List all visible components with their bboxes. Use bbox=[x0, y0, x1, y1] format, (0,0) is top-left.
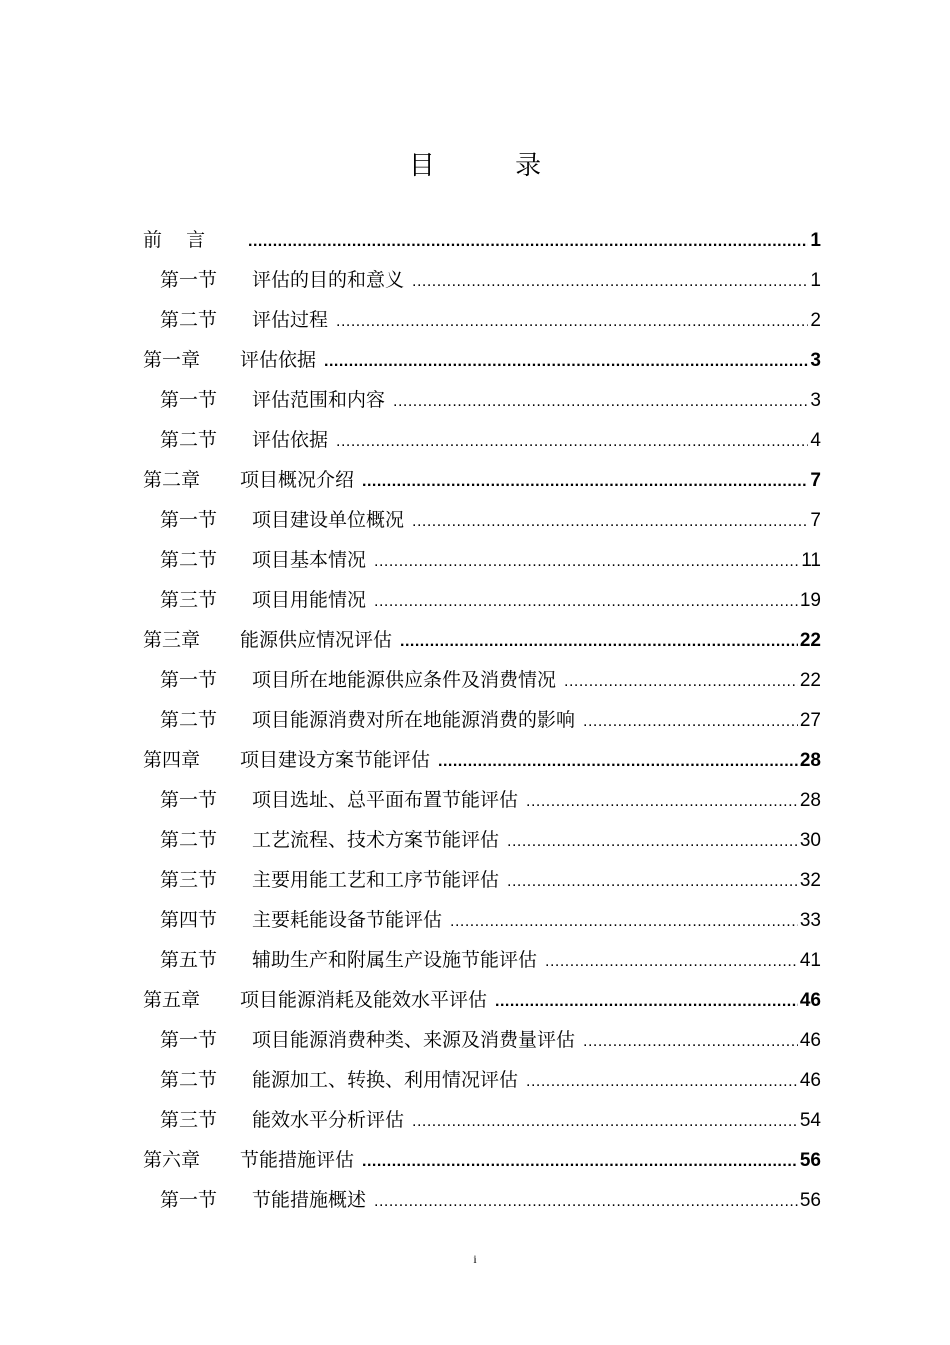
toc-dot-leader bbox=[412, 502, 808, 542]
toc-page-number: 1 bbox=[810, 230, 821, 251]
toc-page-number: 54 bbox=[799, 1110, 821, 1131]
toc-dot-leader bbox=[564, 662, 798, 702]
toc-section-row[interactable] bbox=[143, 260, 821, 300]
toc-section-row[interactable] bbox=[143, 1020, 821, 1060]
toc-entry-label: 第二节 bbox=[160, 309, 218, 331]
toc-dot-leader bbox=[412, 1102, 798, 1142]
toc-entry-label: 前 言 bbox=[143, 229, 206, 251]
toc-entry-label: 第一节 bbox=[160, 269, 218, 291]
toc-section-row[interactable] bbox=[143, 860, 821, 900]
toc-section-row[interactable] bbox=[143, 500, 821, 540]
toc-entry-title: 能源供应情况评估 bbox=[240, 629, 393, 651]
toc-dot-leader bbox=[248, 222, 808, 262]
toc-entry-label: 第二节 bbox=[160, 549, 218, 571]
toc-entry-title: 评估的目的和意义 bbox=[252, 269, 405, 291]
toc-entry-title: 项目基本情况 bbox=[252, 549, 367, 571]
toc-dot-leader bbox=[362, 1142, 798, 1182]
toc-page-number: 3 bbox=[810, 350, 821, 371]
toc-section-row[interactable] bbox=[143, 780, 821, 820]
toc-entry-label: 第二节 bbox=[160, 709, 218, 731]
toc-entry-title: 项目能源消费种类、来源及消费量评估 bbox=[252, 1029, 576, 1051]
toc-page-number: 28 bbox=[799, 750, 821, 771]
toc-page-number: 22 bbox=[799, 630, 821, 651]
toc-page-number: 41 bbox=[799, 950, 821, 971]
toc-entry-title: 工艺流程、技术方案节能评估 bbox=[252, 829, 500, 851]
toc-page-number: 19 bbox=[799, 590, 821, 611]
toc-dot-leader bbox=[336, 302, 808, 342]
toc-page-number: 11 bbox=[801, 550, 821, 571]
toc-section-row[interactable] bbox=[143, 900, 821, 940]
toc-entry-label: 第一节 bbox=[160, 789, 218, 811]
toc-chapter-row[interactable] bbox=[143, 220, 821, 260]
toc-entry-title: 项目选址、总平面布置节能评估 bbox=[252, 789, 519, 811]
toc-page-number: 2 bbox=[810, 310, 821, 331]
toc-page-number: 1 bbox=[810, 270, 821, 291]
toc-page-number: 56 bbox=[799, 1150, 821, 1171]
toc-entry-title: 评估依据 bbox=[240, 349, 317, 371]
toc-section-row[interactable] bbox=[143, 540, 821, 580]
toc-chapter-row[interactable] bbox=[143, 980, 821, 1020]
toc-section-row[interactable] bbox=[143, 420, 821, 460]
toc-dot-leader bbox=[507, 822, 798, 862]
toc-entry-label: 第三节 bbox=[160, 869, 218, 891]
toc-section-row[interactable] bbox=[143, 1060, 821, 1100]
toc-dot-leader bbox=[374, 582, 798, 622]
toc-entry-title: 项目用能情况 bbox=[252, 589, 367, 611]
toc-entry-label: 第一节 bbox=[160, 509, 218, 531]
toc-entry-label: 第五章 bbox=[143, 989, 201, 1011]
toc-dot-leader bbox=[362, 462, 808, 502]
toc-entry-label: 第六章 bbox=[143, 1149, 201, 1171]
toc-entry-title: 评估过程 bbox=[252, 309, 329, 331]
toc-entry-label: 第四节 bbox=[160, 909, 218, 931]
toc-section-row[interactable] bbox=[143, 660, 821, 700]
toc-page-number: 46 bbox=[799, 1030, 821, 1051]
toc-section-row[interactable] bbox=[143, 940, 821, 980]
toc-page-number: 22 bbox=[799, 670, 821, 691]
toc-entry-title: 评估范围和内容 bbox=[252, 389, 386, 411]
toc-page-number: 7 bbox=[810, 510, 821, 531]
table-of-contents bbox=[143, 220, 821, 1220]
page-number: i bbox=[473, 1252, 477, 1266]
toc-entry-label: 第三节 bbox=[160, 589, 218, 611]
toc-section-row[interactable] bbox=[143, 580, 821, 620]
toc-dot-leader bbox=[526, 1062, 798, 1102]
toc-dot-leader bbox=[393, 382, 808, 422]
toc-dot-leader bbox=[450, 902, 798, 942]
toc-section-row[interactable] bbox=[143, 820, 821, 860]
toc-dot-leader bbox=[374, 542, 799, 582]
page-title: 目 录 bbox=[408, 151, 578, 181]
toc-entry-label: 第二节 bbox=[160, 1069, 218, 1091]
toc-dot-leader bbox=[495, 982, 798, 1022]
toc-entry-label: 第一节 bbox=[160, 1029, 218, 1051]
toc-dot-leader bbox=[374, 1182, 798, 1222]
toc-chapter-row[interactable] bbox=[143, 340, 821, 380]
toc-section-row[interactable] bbox=[143, 700, 821, 740]
toc-dot-leader bbox=[324, 342, 808, 382]
toc-entry-title: 项目所在地能源供应条件及消费情况 bbox=[252, 669, 557, 691]
toc-page-number: 46 bbox=[799, 990, 821, 1011]
toc-page-number: 32 bbox=[799, 870, 821, 891]
toc-entry-label: 第一章 bbox=[143, 349, 201, 371]
toc-section-row[interactable] bbox=[143, 1100, 821, 1140]
toc-page-number: 3 bbox=[810, 390, 821, 411]
toc-page-number: 28 bbox=[799, 790, 821, 811]
toc-entry-title: 项目能源消耗及能效水平评估 bbox=[240, 989, 488, 1011]
toc-dot-leader bbox=[400, 622, 798, 662]
toc-page-number: 33 bbox=[799, 910, 821, 931]
toc-section-row[interactable] bbox=[143, 300, 821, 340]
toc-entry-label: 第二节 bbox=[160, 429, 218, 451]
toc-page-number: 46 bbox=[799, 1070, 821, 1091]
toc-entry-label: 第一节 bbox=[160, 389, 218, 411]
toc-page-number: 27 bbox=[799, 710, 821, 731]
toc-entry-title: 项目能源消费对所在地能源消费的影响 bbox=[252, 709, 576, 731]
toc-page-number: 7 bbox=[810, 470, 821, 491]
toc-entry-label: 第三节 bbox=[160, 1109, 218, 1131]
toc-entry-label: 第二节 bbox=[160, 829, 218, 851]
toc-entry-label: 第三章 bbox=[143, 629, 201, 651]
toc-entry-title: 项目建设单位概况 bbox=[252, 509, 405, 531]
toc-entry-title: 主要耗能设备节能评估 bbox=[252, 909, 443, 931]
toc-entry-label: 第一节 bbox=[160, 669, 218, 691]
toc-dot-leader bbox=[507, 862, 798, 902]
toc-dot-leader bbox=[412, 262, 808, 302]
toc-entry-label: 第二章 bbox=[143, 469, 201, 491]
toc-entry-title: 能效水平分析评估 bbox=[252, 1109, 405, 1131]
toc-entry-label: 第一节 bbox=[160, 1189, 218, 1211]
toc-dot-leader bbox=[438, 742, 798, 782]
toc-entry-label: 第四章 bbox=[143, 749, 201, 771]
toc-chapter-row[interactable] bbox=[143, 620, 821, 660]
toc-dot-leader bbox=[336, 422, 808, 462]
toc-entry-title: 主要用能工艺和工序节能评估 bbox=[252, 869, 500, 891]
toc-entry-title: 项目建设方案节能评估 bbox=[240, 749, 431, 771]
toc-entry-title: 项目概况介绍 bbox=[240, 469, 355, 491]
toc-chapter-row[interactable] bbox=[143, 460, 821, 500]
toc-chapter-row[interactable] bbox=[143, 1140, 821, 1180]
toc-entry-title: 节能措施评估 bbox=[240, 1149, 355, 1171]
toc-dot-leader bbox=[526, 782, 798, 822]
toc-entry-title: 辅助生产和附属生产设施节能评估 bbox=[252, 949, 538, 971]
toc-entry-title: 评估依据 bbox=[252, 429, 329, 451]
toc-page-number: 56 bbox=[799, 1190, 821, 1211]
toc-dot-leader bbox=[545, 942, 798, 982]
toc-dot-leader bbox=[583, 1022, 798, 1062]
toc-page-number: 30 bbox=[799, 830, 821, 851]
toc-section-row[interactable] bbox=[143, 380, 821, 420]
toc-entry-title: 节能措施概述 bbox=[252, 1189, 367, 1211]
toc-page-number: 4 bbox=[810, 430, 821, 451]
toc-entry-title: 能源加工、转换、利用情况评估 bbox=[252, 1069, 519, 1091]
toc-section-row[interactable] bbox=[143, 1180, 821, 1220]
toc-dot-leader bbox=[583, 702, 798, 742]
toc-chapter-row[interactable] bbox=[143, 740, 821, 780]
toc-entry-label: 第五节 bbox=[160, 949, 218, 971]
